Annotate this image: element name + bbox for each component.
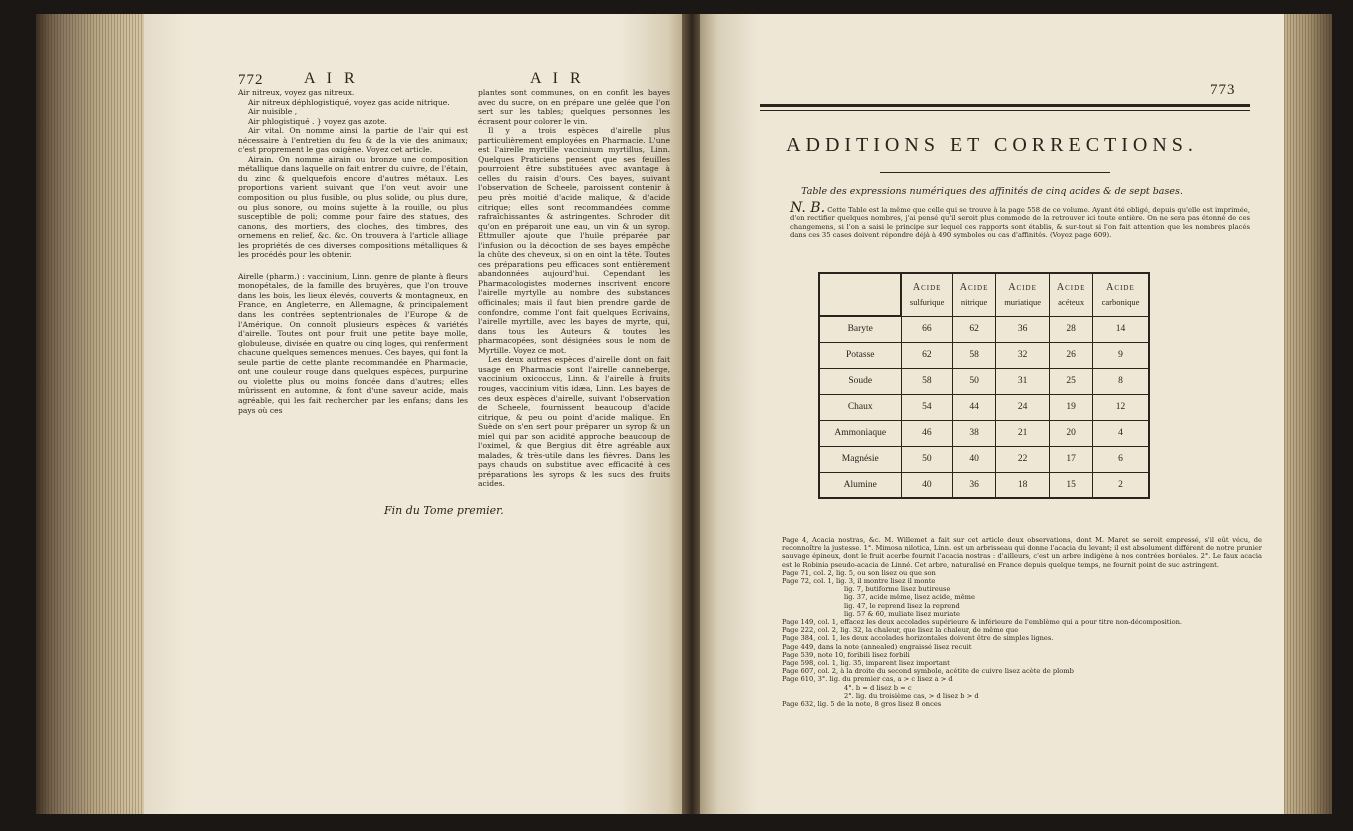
entry-air-phlogistique: Air phlogistiqué . } voyez gas azote. [248,116,387,126]
errata-item: Page 598, col. 1, lig. 35, imparent lisez important [782,659,950,668]
table-row [819,394,1149,420]
col-header-muriatique: Acide muriatique [995,273,1049,316]
right-page [700,14,1284,814]
errata-item: 4°. b = d lisez b = c [844,683,912,692]
corner-cell [819,273,901,316]
table-cell: 58 [953,342,996,368]
errata-list [782,536,1262,708]
errata-item: Page 4, Acacia nostras, &c. M. Willemet a fait sur cet article deux observations, dont M. Maret se seroit empressé, s'il eût vécu, de reconnoître la justesse. 1°. Mimosa nilotica, Linn. est un arbrisseau qui donne l'acacia du levant; il est absolument différent de notre prunier sauvage épineux, dont le fruit acerbe fournit l'acacia nostras : d'ailleurs, c'est un arbre indigène à nos contrées boréales. 2°. Le faux acacia est le Robinia pseudo-acacia de Linné. Cet arbre, naturalisé en France depuis quelque temps, ne fournit point de suc astringent. [782,536,1262,569]
left-page-number: 772 [238,72,264,88]
right-running-head: A I R [530,70,585,87]
table-cell: 8 [1092,368,1149,394]
table-row [819,472,1149,498]
table-cell: 18 [995,472,1049,498]
nb-mark: N. B. [790,200,826,216]
table-cell: 50 [901,446,953,472]
row-label: Potasse [819,342,901,368]
right-page-number: 773 [1210,82,1236,98]
errata-item: Page 384, col. 1, les deux accolades horizontales doivent être de simples lignes. [782,634,1054,643]
table-cell: 44 [953,394,996,420]
errata-item: Page 539, note 10, foribili lisez forbili [782,650,910,659]
top-rule-thick [760,104,1250,107]
col-header-sulfurique: Acide sulfurique [901,273,953,316]
entry-air-vital: Air vital. On nomme ainsi la partie de l'air qui est nécessaire à l'entretien du feu & de la vie des animaux; c'est proprement le gas oxigène. Voyez cet article. [238,126,468,155]
table-cell: 62 [953,316,996,342]
table-row [819,446,1149,472]
table-cell: 58 [901,368,953,394]
table-cell: 2 [1092,472,1149,498]
left-column-2 [478,88,670,489]
open-book [36,8,1332,820]
errata-item: lig. 57 & 60, muliate lisez muriate [844,609,960,618]
table-cell: 32 [995,342,1049,368]
entry-air-nitreux: Air nitreux, voyez gas nitreux. [238,88,355,97]
errata-item: Page 607, col. 2, à la droite du second symbole, acétite de cuivre lisez acète de plomb [782,667,1074,676]
errata-item: Page 632, lig. 5 de la note, 8 gros lisez 8 onces [782,700,942,709]
errata-item: lig. 7, butiforme lisez butireuse [844,585,951,594]
entry-air-nitreux-dephlog: Air nitreux déphlogistiqué, voyez gas acide nitrique. [248,97,450,107]
table-cell: 17 [1050,446,1093,472]
table-cell: 38 [953,420,996,446]
errata-item: Page 149, col. 1, effacez les deux accolades supérieure & inférieure de l'emblème qui a pour titre non-décomposition. [782,618,1183,627]
book-page-edges-right [1284,14,1332,814]
errata-item: lig. 37, acide même, lisez acide, même [844,593,975,602]
table-cell: 28 [1050,316,1093,342]
table-cell: 26 [1050,342,1093,368]
row-label: Chaux [819,394,901,420]
left-running-head: A I R [304,70,359,87]
top-rule-thin [760,110,1250,111]
col-header-carbonique: Acide carbonique [1092,273,1149,316]
table-cell: 40 [901,472,953,498]
table-cell: 54 [901,394,953,420]
table-cell: 66 [901,316,953,342]
table-cell: 4 [1092,420,1149,446]
table-cell: 6 [1092,446,1149,472]
book-gutter [682,14,702,814]
table-cell: 36 [953,472,996,498]
errata-item: Page 449, dans la note (annealed) engraissé lisez recuit [782,642,972,651]
table-cell: 40 [953,446,996,472]
table-cell: 25 [1050,368,1093,394]
entry-airain: Airain. On nomme airain ou bronze une composition métallique dans laquelle on fait entrer du cuivre, de l'étain, du zinc & quelquefois encore d'autres métaux. Les proportions varient suivant que l'on veut avoir une composition ou plus fusible, ou plus solide, ou plus dure, ou plus sonore, ou moins sujette à la rouille, ou plus susceptible de poli; comme pour faire des statues, des canons, des mortiers, des cloches, des timbres, des ornemens en relief, &c. &c. On trouvera à l'article alliage les propriétés de ces diverses compositions métalliques & les procédés pour les obtenir. [238,154,468,260]
title-rule [880,172,1110,173]
table-row [819,420,1149,446]
errata-item: Page 72, col. 1, lig. 3, il montre lisez il monte [782,577,936,586]
row-label: Magnésie [819,446,901,472]
airelle-three-species: Il y a trois espèces d'airelle plus particulièrement employées en Pharmacie. L'une est l'airelle myrtille vaccinium myrtillus, Linn. Quelques Praticiens pensent que ses feuilles pourroient être substituées avec avantage à celles du raisin d'ours. Ces bayes, suivant l'observation de Scheele, paroissent contenir à peu près moitié d'acide malique, & d'acide citrique; elles sont recommandées comme rafraîchissantes & astringentes. Schroder dit qu'on en préparoit une eau, un vin & un syrop. Ettmuller ajoute que l'huile préparée par l'infusion ou la décoction de ses bayes empêche la chûte des cheveux, si on en oint la tête. Toutes ces préparations peu efficaces sont entièrement abandonnées aujourd'hui. Cependant les Pharmacologistes modernes inscrivent encore l'airelle myrtylle au nombre des substances officinales; mais il faut bien prendre garde de confondre, comme l'ont fait quelques Ecrivains, l'airelle myrtille, avec les bayes de myrte, qui, dans tous les Auteurs & toutes les pharmacopées, sont désignées sous le nom de Myrtille. Voyez ce mot. [478,126,670,355]
table-cell: 20 [1050,420,1093,446]
table-cell: 22 [995,446,1049,472]
table-cell: 12 [1092,394,1149,420]
table-cell: 19 [1050,394,1093,420]
table-cell: 31 [995,368,1049,394]
table-cell: 50 [953,368,996,394]
errata-item: 2°. lig. du troisième cas, > d lisez b > d [844,691,979,700]
table-title: Table des expressions numériques des affinités de cinq acides & de sept bases. [801,186,1183,197]
affinity-table [818,272,1150,499]
table-row [819,368,1149,394]
row-label: Ammoniaque [819,420,901,446]
left-page [144,14,684,814]
table-cell: 36 [995,316,1049,342]
table-cell: 62 [901,342,953,368]
row-label: Soude [819,368,901,394]
table-row [819,316,1149,342]
col-header-nitrique: Acide nitrique [953,273,996,316]
left-column-1 [238,88,468,415]
entry-airelle: Airelle (pharm.) : vaccinium, Linn. genre de plante à fleurs monopétales, de la famille des bruyères, que l'on trouve dans les bois, les lieux élevés, couverts & montagneux, en France, en Angleterre, en Allemagne, & principalement dans les contrées septentrionales de l'Europe & de l'Amérique. On connoît plusieurs espèces & variétés d'airelle. Toutes ont pour fruit une petite baye molle, globuleuse, divisée en quatre ou cinq loges, qui renferment chacune quelques semences menues. Ces bayes, qui font la seule partie de cette plante recommandée en Pharmacie, ont une couleur rouge dans quelques espèces, purpurine ou violette plus ou moins foncée dans d'autres; elles mûrissent en automne, & font d'une saveur acide, mais agréable, qui les fait rechercher par les enfans; dans les pays où ces [238,271,468,415]
entry-air-nuisible: Air nuisible , [248,107,298,117]
airelle-two-others: Les deux autres espèces d'airelle dont on fait usage en Pharmacie sont l'airelle canneberge, vaccinium oxicoccus, Linn. & l'airelle à fruits rouges, vaccinium vitis idæa, Linn. Les bayes de ces deux espèces d'airelle, suivant l'observation de Scheele, fournissent beaucoup d'acide citrique, & peu ou point d'acide malique. En Suède on s'en sert pour préparer un syrop & un miel qui par son acidité approche beaucoup de l'oximel, & que Bergius dit être agréable aux malades, & très-utile dans les fièvres. Dans les pays chauds on substitue avec efficacité à ces préparations les syrops & les sucs des fruits acides. [478,355,670,489]
col-header-aceteux: Acide acéteux [1050,273,1093,316]
errata-item: lig. 47, le reprend lisez la reprend [844,601,960,610]
errata-item: Page 610, 3°. lig. du premier cas, a > c lisez a > d [782,675,953,684]
errata-item: Page 71, col. 2, lig. 5, ou son lisez ou que son [782,568,936,577]
nb-text: Cette Table est la même que celle qui se trouve à la page 558 de ce volume. Ayant été obligé, depuis qu'elle est imprimée, d'en rectifier quelques nombres, j'ai pensé qu'il seroit plus commode de la retrouver ici toute entière. On ne sera pas étonné de ces changemens, si l'on a saisi le principe sur lequel ces rapports sont établis, & sur-tout si l'on fait attention que les nombres placés dans ces 35 cases doivent répondre déjà à 490 symboles ou cas d'affinités. (Voyez page 609). [790,206,1250,240]
section-title: ADDITIONS ET CORRECTIONS. [786,134,1198,156]
row-label: Alumine [819,472,901,498]
table-row [819,342,1149,368]
end-of-volume: Fin du Tome premier. [384,504,504,517]
airelle-continued: plantes sont communes, on en confit les bayes avec du sucre, on en prépare une gelée que l'on sert sur les tables; quelques personnes les écrasent pour colorer le vin. [478,88,670,126]
table-header-row [819,273,1149,316]
row-label: Baryte [819,316,901,342]
table-cell: 21 [995,420,1049,446]
table-cell: 46 [901,420,953,446]
errata-item: Page 222, col. 2, lig. 32, la chaleur, que lisez la chaleur, de même que [782,626,1019,635]
table-cell: 14 [1092,316,1149,342]
nota-bene [790,200,1250,240]
book-page-edges-left [36,14,144,814]
table-cell: 15 [1050,472,1093,498]
table-cell: 24 [995,394,1049,420]
table-cell: 9 [1092,342,1149,368]
